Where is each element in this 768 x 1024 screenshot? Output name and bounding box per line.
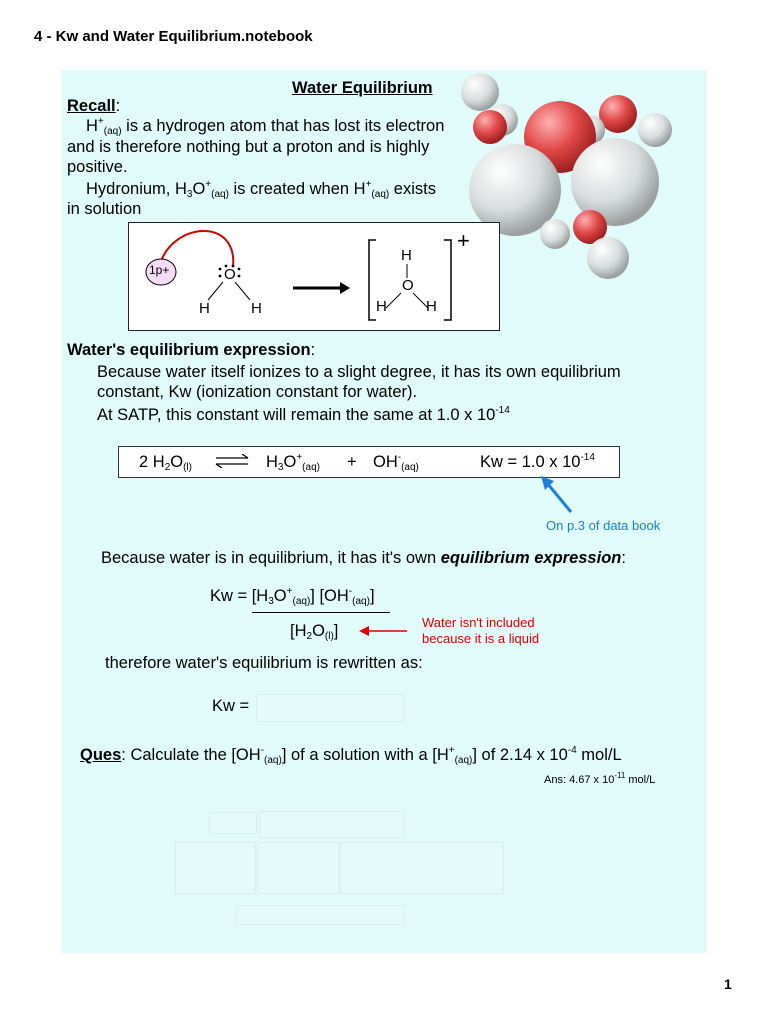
answer-text: Ans: 4.67 x 10 xyxy=(544,774,615,786)
equation-reactant xyxy=(139,452,192,472)
question-text-a: Calculate the [OH xyxy=(125,746,261,764)
num-charge-2: - xyxy=(348,586,353,597)
reactant-o: O xyxy=(170,453,184,471)
proton-label: 1p+ xyxy=(149,263,170,277)
h-state-2: (aq) xyxy=(371,189,390,200)
hydronium-o: O xyxy=(192,180,206,198)
h-symbol: H xyxy=(86,117,98,135)
expression-para-3 xyxy=(97,405,510,425)
equation-kw xyxy=(480,452,595,472)
reactant-sub: 2 xyxy=(164,462,171,473)
den-state: (l) xyxy=(324,631,334,642)
h3o-state: (aq) xyxy=(302,462,320,473)
expression-para-2: constant, Kw (ionization constant for water). xyxy=(97,383,418,401)
num-text-d: ] xyxy=(369,587,375,605)
expression-para-1: Because water itself ionizes to a slight degree, it has its own equilibrium xyxy=(97,363,621,381)
h3o-h: H xyxy=(266,453,278,471)
hidden-work-box-6[interactable] xyxy=(236,905,404,925)
recall-colon: : xyxy=(115,97,121,115)
kw-exponent: -14 xyxy=(580,452,595,463)
blue-pointer-arrow-icon xyxy=(538,474,578,516)
question-colon: : xyxy=(121,746,126,764)
hydronium-charge: + xyxy=(205,179,212,190)
recall-line-3: positive. xyxy=(67,158,128,176)
intro-colon: : xyxy=(621,549,626,567)
equilibrium-arrows-icon xyxy=(214,454,250,468)
hidden-work-box-1[interactable] xyxy=(209,812,257,834)
recall-line-2: and is therefore nothing but a proton and is highly xyxy=(67,138,430,156)
recall-line-1-text: is a hydrogen atom that has lost its electron xyxy=(121,117,445,135)
water-oxygen: O xyxy=(224,266,236,283)
oh-state: (aq) xyxy=(401,462,419,473)
hydronium-hydrogen-top: H xyxy=(401,247,412,264)
hydronium-hydrogen-left: H xyxy=(376,298,387,315)
answer-unit: mol/L xyxy=(625,774,656,786)
fraction-line xyxy=(252,612,390,613)
question-text-d: mol/L xyxy=(576,746,622,764)
answer-exponent: -11 xyxy=(614,771,626,780)
question-text-c: ] of 2.14 x 10 xyxy=(472,746,568,764)
question-text-b: ] of a solution with a [H xyxy=(281,746,449,764)
kw-label: Kw = xyxy=(212,697,250,715)
den-o: O xyxy=(312,622,325,640)
hydronium-state: (aq) xyxy=(211,189,229,200)
recall-heading xyxy=(67,96,120,116)
num-text-a: Kw = [H xyxy=(210,587,269,605)
h-state: (aq) xyxy=(103,126,122,137)
question xyxy=(80,745,622,765)
num-o: O xyxy=(273,587,287,605)
hydronium-charge-sign: + xyxy=(457,228,470,253)
water-hydrogen-left: H xyxy=(199,300,210,317)
kw-numerator xyxy=(210,586,375,606)
h-charge: + xyxy=(97,116,104,127)
h3o-o: O xyxy=(283,453,297,471)
kw-denominator xyxy=(290,621,338,641)
water-hydrogen-right: H xyxy=(251,300,262,317)
question-label: Ques xyxy=(80,746,122,764)
rewritten-text: therefore water's equilibrium is rewritten as: xyxy=(105,654,423,672)
kw-text: Kw = 1.0 x 10 xyxy=(480,453,581,471)
hidden-work-box-5[interactable] xyxy=(340,842,504,894)
hydronium-oxygen: O xyxy=(402,277,414,294)
section-title: Water Equilibrium xyxy=(292,79,433,97)
satp-text: At SATP, this constant will remain the same at 1.0 x 10 xyxy=(97,406,496,424)
hidden-work-box-4[interactable] xyxy=(257,842,339,894)
hidden-work-box-3[interactable] xyxy=(175,842,256,894)
equation-hydroxide xyxy=(373,452,419,472)
hidden-answer-box[interactable] xyxy=(256,694,404,722)
liquid-note-line-1: Water isn't included xyxy=(422,615,535,630)
equation-plus: + xyxy=(347,453,357,471)
hydronium-sub: 3 xyxy=(186,189,193,200)
liquid-note-line-2: because it is a liquid xyxy=(422,631,540,646)
recall-label: Recall xyxy=(67,97,116,115)
hydronium-text-2: is created when H xyxy=(228,180,366,198)
oh-charge: - xyxy=(397,452,402,463)
den-sub: 2 xyxy=(306,631,313,642)
expression-heading-text: Water's equilibrium expression xyxy=(67,341,311,359)
recall-line-1 xyxy=(86,116,444,136)
question-h-state: (aq) xyxy=(454,755,473,766)
eq-expression-intro xyxy=(101,548,626,568)
num-text-c: ] [OH xyxy=(310,587,349,605)
hydronium-diagram-drawing xyxy=(128,222,500,332)
reactant-coef: 2 H xyxy=(139,453,165,471)
answer xyxy=(544,771,656,786)
intro-emphasis: equilibrium expression xyxy=(440,549,622,567)
data-book-note: On p.3 of data book xyxy=(546,518,661,533)
expression-heading xyxy=(67,340,315,360)
liquid-note xyxy=(422,615,539,647)
red-pointer-arrow-icon xyxy=(357,624,409,638)
den-text-c: ] xyxy=(333,622,339,640)
document-title: 4 - Kw and Water Equilibrium.notebook xyxy=(34,28,313,45)
reactant-state: (l) xyxy=(183,462,192,473)
hidden-work-box-2[interactable] xyxy=(259,811,404,838)
hydronium-text-3: exists xyxy=(389,180,436,198)
num-state: (aq) xyxy=(292,596,311,607)
question-oh-state: (aq) xyxy=(264,755,282,766)
hydronium-hydrogen-right: H xyxy=(426,298,437,315)
question-h-charge: + xyxy=(448,745,455,756)
satp-exponent: -14 xyxy=(495,405,510,416)
question-exponent: -4 xyxy=(567,745,577,756)
recall-line-5: in solution xyxy=(67,200,142,218)
recall-line-4 xyxy=(86,179,436,199)
hydronium-text: Hydronium, H xyxy=(86,180,187,198)
oh-text: OH xyxy=(373,453,398,471)
num-state-2: (aq) xyxy=(352,596,370,607)
h-charge-2: + xyxy=(365,179,372,190)
den-text-a: [H xyxy=(290,622,307,640)
num-sub3: 3 xyxy=(268,596,274,607)
expression-heading-colon: : xyxy=(310,341,316,359)
page-number: 1 xyxy=(724,976,732,992)
intro-text: Because water is in equilibrium, it has it's own xyxy=(101,549,441,567)
equation-hydronium xyxy=(266,452,320,472)
num-charge: + xyxy=(286,586,293,597)
h3o-charge: + xyxy=(296,452,303,463)
h3o-sub: 3 xyxy=(277,462,284,473)
question-oh-charge: - xyxy=(260,745,265,756)
